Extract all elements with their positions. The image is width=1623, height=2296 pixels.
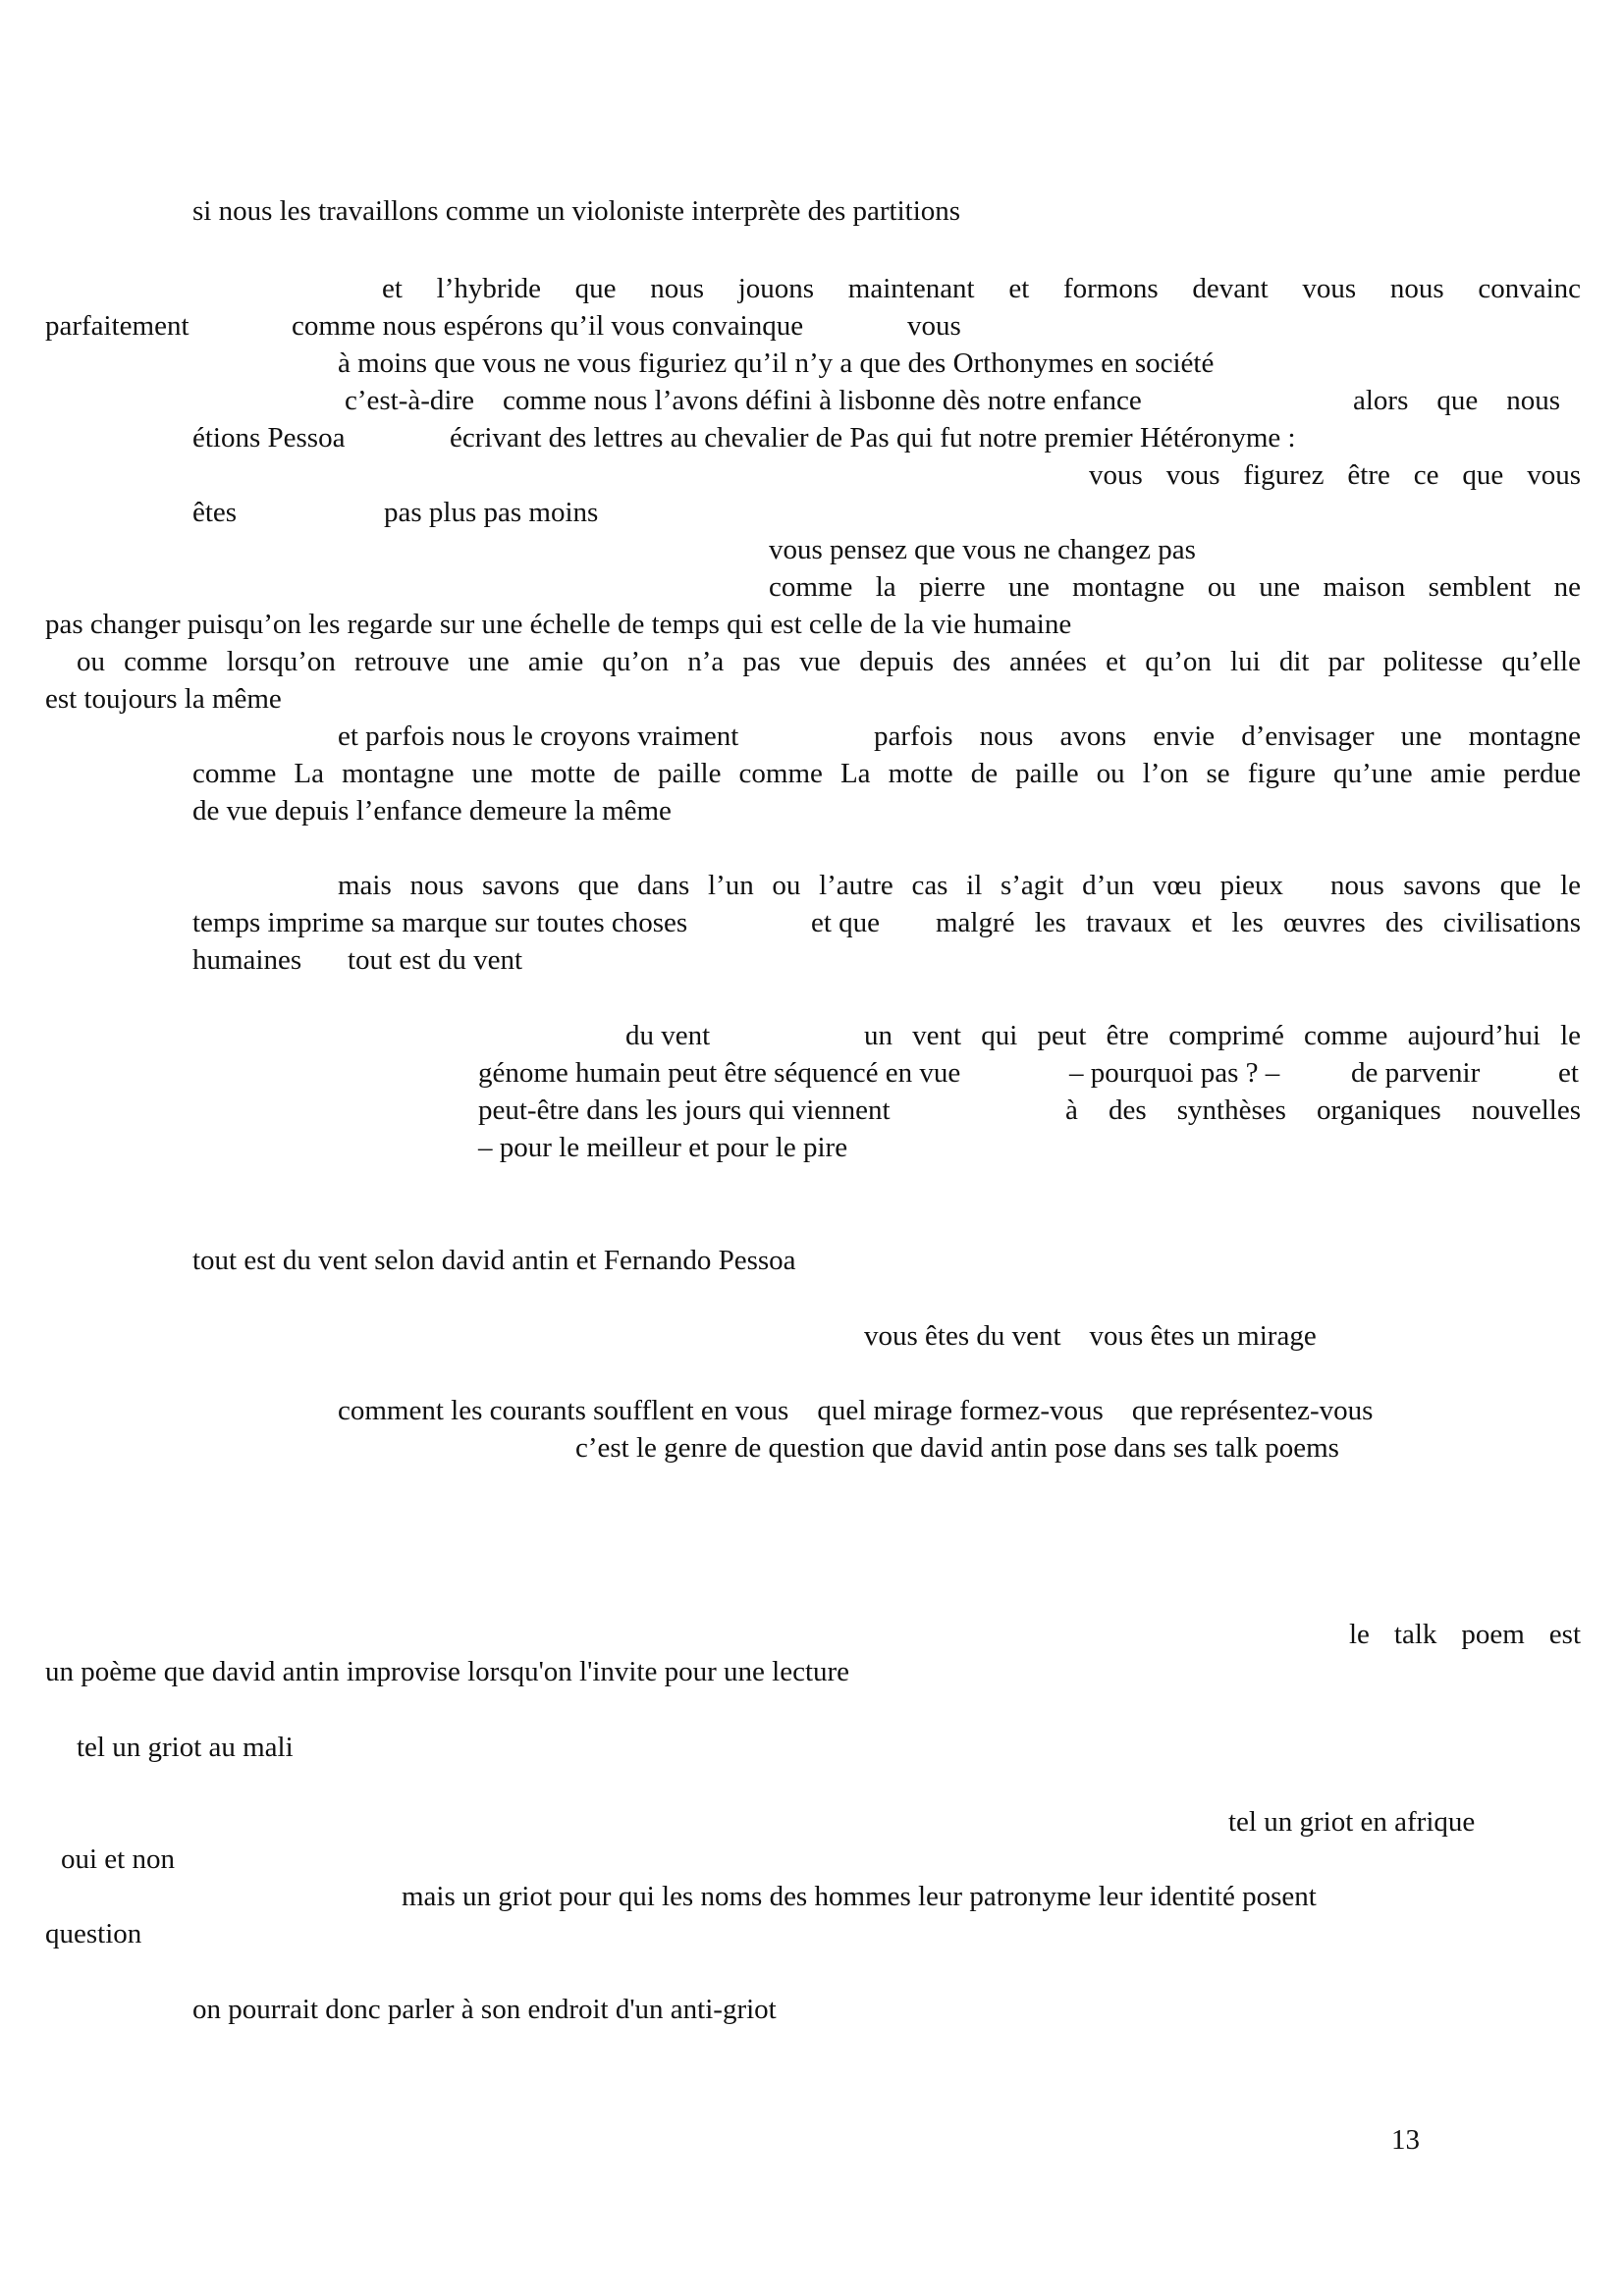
text-line: et parfois nous le croyons vraiment	[338, 721, 739, 752]
text-line: si nous les travaillons comme un violoniste interprète des partitions	[192, 195, 961, 227]
text-line: comme nous espérons qu’il vous convainque	[292, 310, 804, 342]
text-line: de vue depuis l’enfance demeure la même	[192, 795, 672, 827]
text-line: ou comme lorsqu’on retrouve une amie qu’on n’a pas vue depuis des années et qu’on lui dit par politesse qu’elle	[77, 646, 1581, 677]
text-line: vous vous figurez être ce que vous	[1089, 459, 1581, 491]
text-line: est toujours la même	[45, 683, 282, 715]
text-line: tel un griot au mali	[77, 1732, 294, 1763]
text-line: et que	[811, 907, 881, 938]
text-line: tel un griot en afrique	[1228, 1806, 1476, 1838]
text-line: tout est du vent selon david antin et Fernando Pessoa	[192, 1245, 796, 1276]
text-line: parfois nous avons envie d’envisager une montagne	[874, 721, 1581, 752]
text-line: du vent	[625, 1020, 711, 1051]
text-line: génome humain peut être séquencé en vue	[478, 1057, 961, 1089]
text-line: et	[1558, 1057, 1579, 1089]
text-line: on pourrait donc parler à son endroit d'un anti-griot	[192, 1994, 777, 2025]
text-line: le talk poem est	[1349, 1619, 1581, 1650]
text-line: écrivant des lettres au chevalier de Pas qui fut notre premier Hétéronyme :	[450, 422, 1296, 454]
page-number: 13	[1391, 2124, 1420, 2156]
text-line: de parvenir	[1351, 1057, 1481, 1089]
text-line: étions Pessoa	[192, 422, 346, 454]
text-line: vous êtes du vent vous êtes un mirage	[864, 1320, 1317, 1352]
text-line: mais un griot pour qui les noms des hommes leur patronyme leur identité posent	[402, 1881, 1317, 1912]
text-line: nous savons que le	[1330, 870, 1581, 901]
text-line: parfaitement	[45, 310, 189, 342]
text-line: mais nous savons que dans l’un ou l’autre cas il s’agit d’un vœu pieux	[338, 870, 1283, 901]
text-line: à moins que vous ne vous figuriez qu’il n’y a que des Orthonymes en société	[338, 347, 1215, 379]
text-line: pas plus pas moins	[384, 497, 599, 528]
text-line: malgré les travaux et les œuvres des civilisations	[936, 907, 1581, 938]
text-line: et l’hybride que nous jouons maintenant et formons devant vous nous convainc	[382, 273, 1581, 304]
text-line: oui et non	[61, 1843, 175, 1875]
text-line: tout est du vent	[348, 944, 523, 976]
text-line: temps imprime sa marque sur toutes choses	[192, 907, 688, 938]
text-line: alors que nous	[1353, 385, 1561, 416]
text-line: comme La montagne une motte de paille comme La motte de paille ou l’on se figure qu’une amie perdue	[192, 758, 1581, 789]
text-line: vous pensez que vous ne changez pas	[769, 534, 1196, 565]
text-line: – pourquoi pas ? –	[1069, 1057, 1280, 1089]
text-line: comment les courants soufflent en vous quel mirage formez-vous que représentez-vous	[338, 1395, 1374, 1426]
text-line: êtes	[192, 497, 238, 528]
text-line: c’est-à-dire comme nous l’avons défini à lisbonne dès notre enfance	[345, 385, 1142, 416]
text-line: c’est le genre de question que david antin pose dans ses talk poems	[575, 1432, 1339, 1464]
text-line: pas changer puisqu’on les regarde sur une échelle de temps qui est celle de la vie humaine	[45, 609, 1072, 640]
text-line: comme la pierre une montagne ou une maison semblent ne	[769, 571, 1581, 603]
text-line: à des synthèses organiques nouvelles	[1065, 1095, 1581, 1126]
text-line: vous	[907, 310, 961, 342]
text-line: – pour le meilleur et pour le pire	[478, 1132, 848, 1163]
text-line: peut-être dans les jours qui viennent	[478, 1095, 891, 1126]
text-line: un vent qui peut être comprimé comme aujourd’hui le	[864, 1020, 1581, 1051]
text-line: humaines	[192, 944, 302, 976]
text-line: question	[45, 1918, 142, 1949]
text-line: un poème que david antin improvise lorsqu'on l'invite pour une lecture	[45, 1656, 850, 1687]
